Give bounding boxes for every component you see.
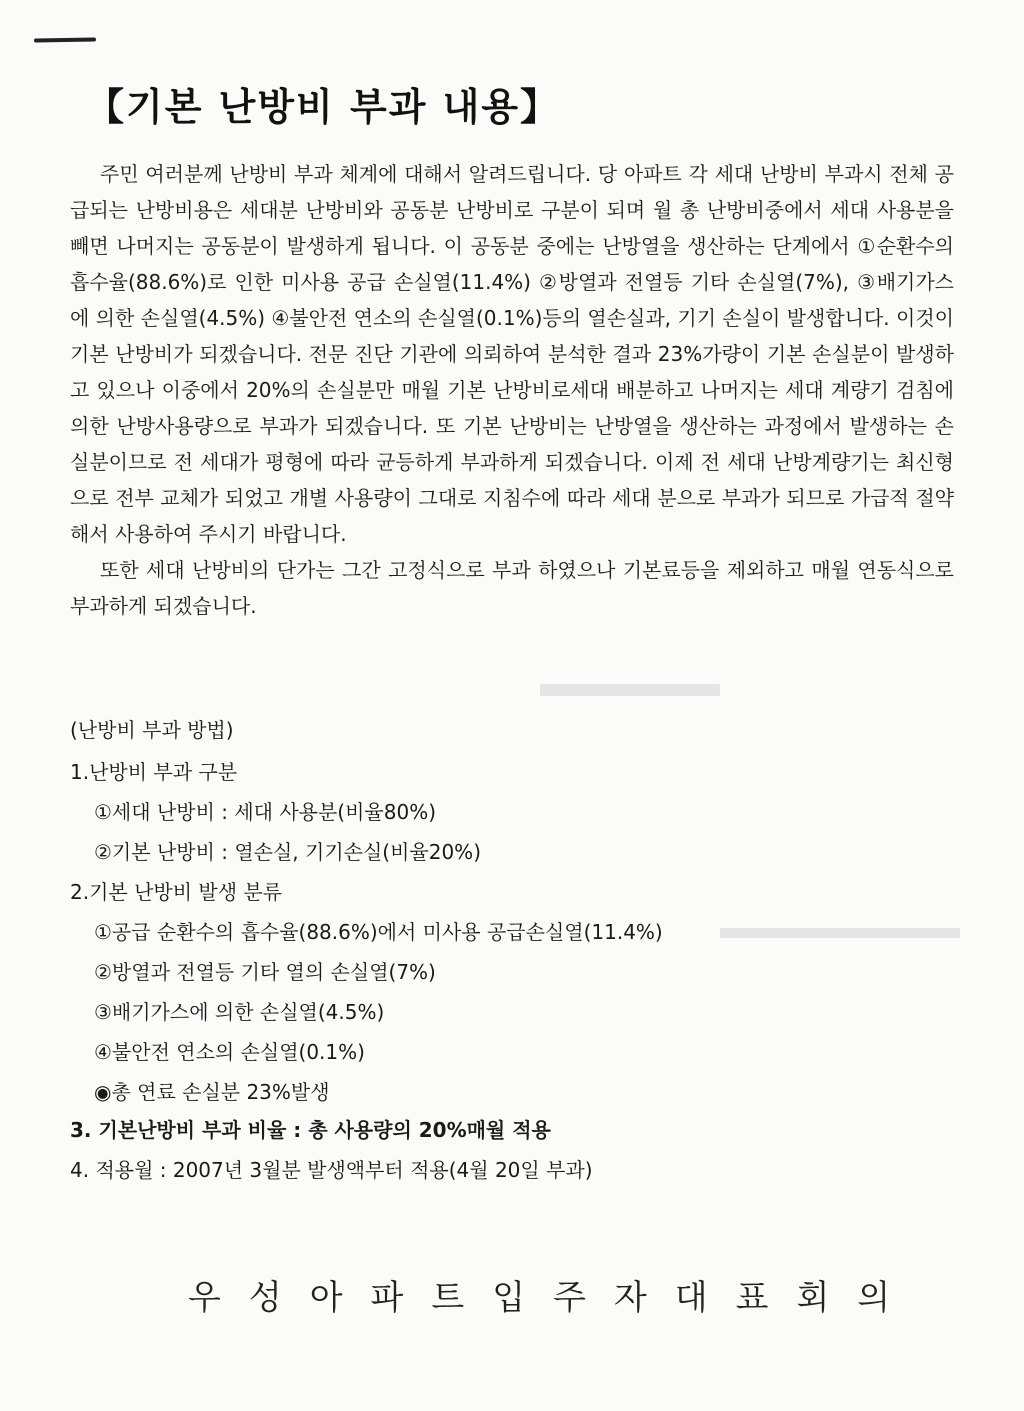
unit-price-paragraph: 또한 세대 난방비의 단가는 그간 고정식으로 부과 하였으나 기본료등을 제외하고 매월 연동식으로 부과하게 되겠습니다. xyxy=(70,558,954,618)
scan-mark xyxy=(34,37,96,42)
intro-paragraph: 주민 여러분께 난방비 부과 체계에 대해서 알려드립니다. 당 아파트 각 세대 난방비 부과시 전체 공급되는 난방비용은 세대분 난방비와 공동분 난방비로 구분이 되며 월 총 난방비중에서 세대 사용분을 빼면 나머지는 공동분이 발생하게 됩니다. 이 공동분 중에는 난방열을 생산하는 단계에서 ①순환수의 흡수율(88.6%)로 인한 미사용 공급 손실열(11.4%) ②방열과 전열등 기타 손실열(7%), ③배기가스에 의한 손실열(4.5%) ④불안전 연소의 손실열(0.1%)등의 열손실과, 기기 손실이 발생합니다. 이것이 기본 난방비가 되겠습니다. 전문 진단 기관에 의뢰하여 분석한 결과 23%가량이 기본 손실분이 발생하고 있으나 이중에서 20%의 손실분만 매월 기본 난방비로세대 배분하고 나머지는 세대 계량기 검침에 의한 난방사용량으로 부과가 되겠습니다. 또 기본 난방비는 난방열을 생산하는 과정에서 발생하는 손실분이므로 전 세대가 평형에 따라 균등하게 부과하게 되겠습니다. 이제 전 세대 난방계량기는 최신형으로 전부 교체가 되었고 개별 사용량이 그대로 지침수에 따라 세대 분으로 부과가 되므로 가급적 절약해서 사용하여 주시기 바랍니다. xyxy=(70,162,955,546)
section1-item: ①세대 난방비 : 세대 사용분(비율80%) xyxy=(94,800,436,824)
bleed-through-smudge xyxy=(720,928,960,938)
method-heading: (난방비 부과 방법) xyxy=(70,718,234,742)
bleed-through-smudge xyxy=(540,684,720,696)
section2-item: ①공급 순환수의 흡수율(88.6%)에서 미사용 공급손실열(11.4%) xyxy=(94,920,663,944)
section1-heading: 1.난방비 부과 구분 xyxy=(70,760,238,784)
section2-item: ③배기가스에 의한 손실열(4.5%) xyxy=(94,1000,385,1024)
section2-item: ④불안전 연소의 손실열(0.1%) xyxy=(94,1040,365,1064)
section2-item: ②방열과 전열등 기타 열의 손실열(7%) xyxy=(94,960,436,984)
section2-heading: 2.기본 난방비 발생 분류 xyxy=(70,880,283,904)
section2-total: ◉총 연료 손실분 23%발생 xyxy=(94,1080,330,1104)
section3-rate: 3. 기본난방비 부과 비율 : 총 사용량의 20%매월 적용 xyxy=(70,1118,551,1142)
signature: 우성아파트입주자대표회의 xyxy=(188,1278,919,1318)
notice-body xyxy=(70,156,954,624)
section1-item: ②기본 난방비 : 열손실, 기기손실(비율20%) xyxy=(94,840,481,864)
page-title: 【기본 난방비 부과 내용】 xyxy=(86,85,561,129)
section4-apply-month: 4. 적용월 : 2007년 3월분 발생액부터 적용(4월 20일 부과) xyxy=(70,1158,593,1182)
